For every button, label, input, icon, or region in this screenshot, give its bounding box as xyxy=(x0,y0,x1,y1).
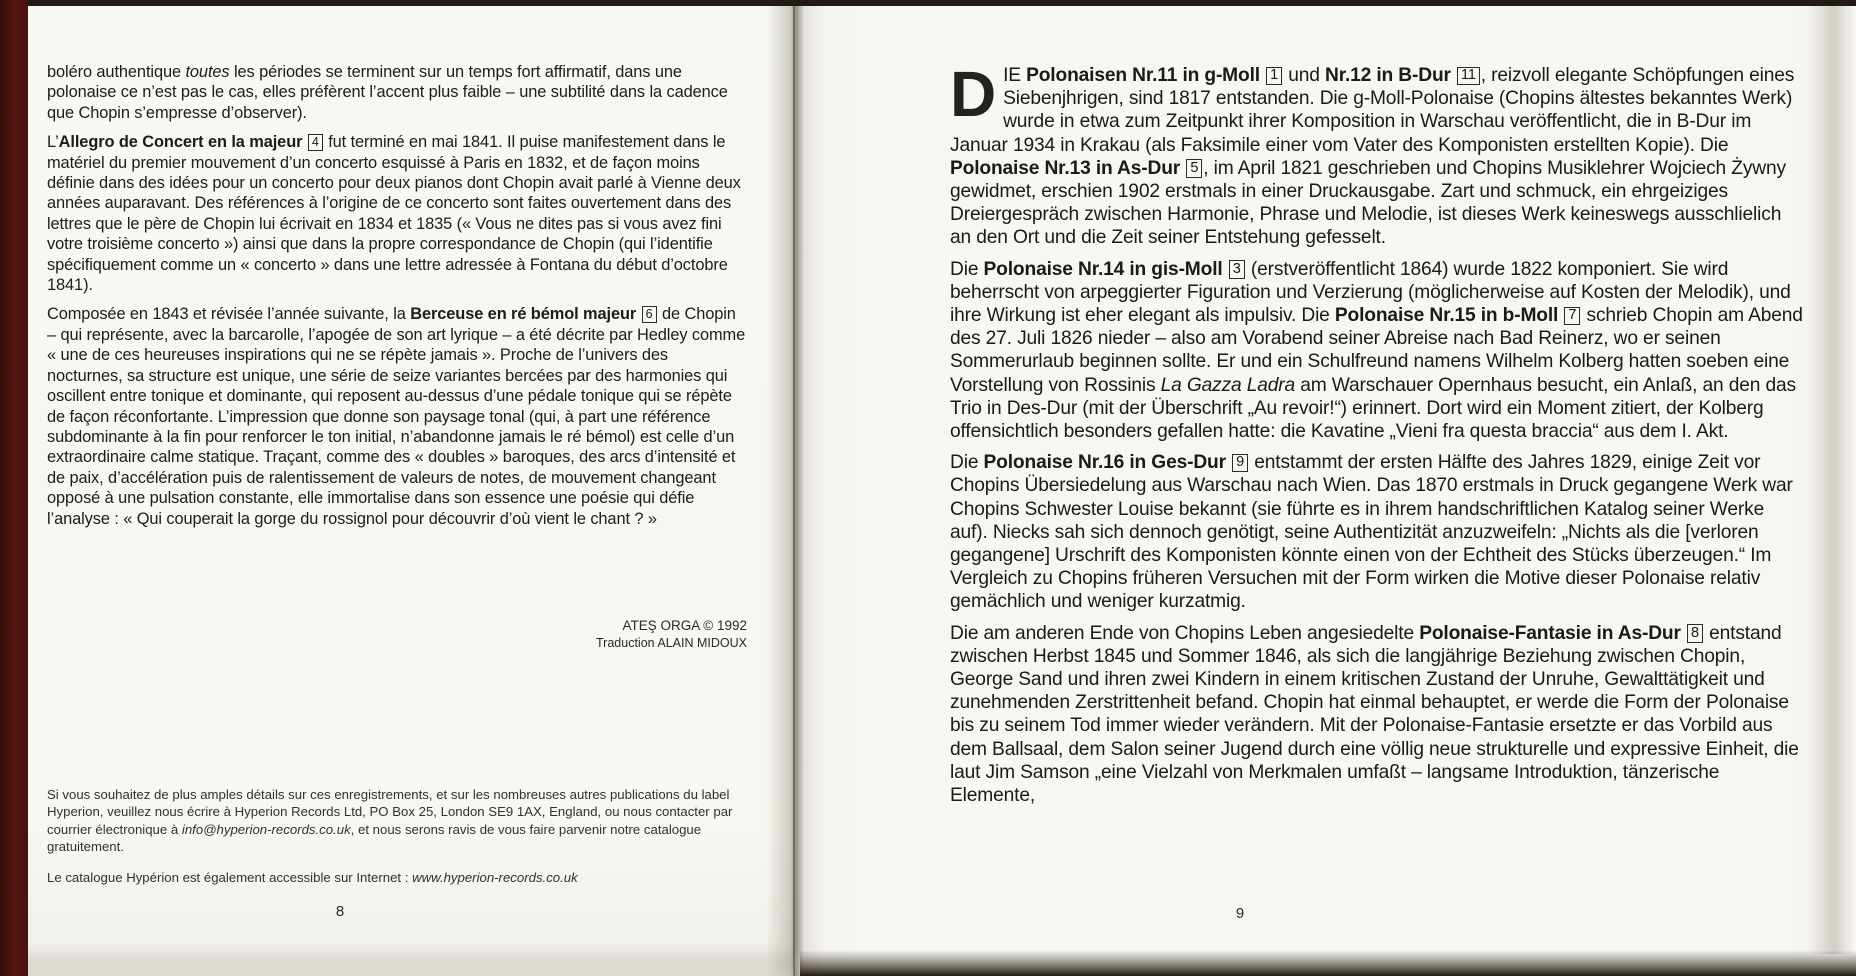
track-number-box: 5 xyxy=(1186,159,1202,178)
track-number-box: 6 xyxy=(642,306,657,323)
paragraph xyxy=(47,304,747,528)
italic-text-run: toutes xyxy=(185,63,230,81)
text-run xyxy=(1558,305,1563,326)
paragraph xyxy=(47,869,747,886)
text-run xyxy=(636,305,640,323)
italic-text-run: La Gazza Ladra xyxy=(1160,374,1296,396)
scan-top-edge xyxy=(0,0,1856,6)
text-run: les périodes se terminent sur un temps fort affirmatif, dans une polonaise ce n’est pas le cas, elles préfèrent l’accent plus faible – une subtilité dans la cadence que Chopin s’empresse d’observer). xyxy=(47,63,728,122)
text-run: entstammt der ersten Hälfte des Jahres 1829, einige Zeit vor Chopins Übersiedelung aus Warschau nach Wien. Das 1870 erstmals in Druck gegangene Werk war Chopins Schwester Louise bekannt (sie führte es in ihrem handschriftlichen Katalog seiner Werke auf). Niecks sah sich dennoch genötigt, seine Authentizität anzuzweifeln: „Nichts als die [verloren gegangene] Urschrift des Komponisten könnte einen von der Echtheit des Stücks überzeugen.“ Im Vergleich zu Chopins früheren Versuchen mit der Form wirken die Motive dieser Polonaise relativ gemächlich und weniger kurzatmig. xyxy=(950,452,1793,613)
text-run: L’ xyxy=(47,133,59,152)
text-run: Die xyxy=(950,452,984,474)
text-run xyxy=(1451,65,1456,86)
text-run xyxy=(1681,623,1686,644)
bold-text-run: Polonaise Nr.14 in gis-Moll xyxy=(983,258,1223,280)
track-number-box: 3 xyxy=(1229,260,1245,279)
paragraph xyxy=(47,62,747,123)
text-run: am Warschauer Opernhaus besucht, ein Anlaß, an den das Trio in Des-Dur (mit der Überschrift „Au revoir!“) erinnert. Dort wird ein Moment zitiert, der Kolberg offensichtlich besonders gefallen hatte: die Kavatine „Vieni fra questa braccia“ aus dem I. Akt. xyxy=(950,374,1796,443)
text-run: , im April 1821 geschrieben und Chopins Musiklehrer Wojciech Żywny gewidmet, erschien 1902 erstmals in einer Druckausgabe. Zart und schmuck, ein ehrgeiziges Dreiergespräch zwischen Harmonie, Phrase und Melodie, ist dieses Werk keineswegs ausschlielich an den Ort und die Zeit seiner Entstehung gefesselt. xyxy=(950,157,1786,249)
text-run xyxy=(1180,158,1185,179)
bold-text-run: Berceuse en ré bémol majeur xyxy=(410,305,637,324)
track-number-box: 4 xyxy=(308,134,323,151)
gutter-shadow xyxy=(766,6,824,976)
track-number-box: 9 xyxy=(1232,454,1248,473)
scan-bottom-shadow-left xyxy=(28,942,794,976)
right-text-column xyxy=(950,58,1804,807)
credits-translator: Traduction ALAIN MIDOUX xyxy=(596,636,747,650)
text-run: (erstveröffentlicht 1864) wurde 1822 komponiert. Sie wird beherrscht von arpeggierter Figuration und Verzierung (möglicherweise auf Kosten der Melodik), und ihre Wirkung ist eher elegant als impulsiv. Die xyxy=(950,258,1791,327)
text-run: entstand zwischen Herbst 1845 und Sommer 1846, als sich die langjährige Beziehung zwischen Chopin, George Sand und ihren zwei Kindern in einem kritischen Zustand der Unruhe, Gewalttätigkeit und zunehmenden Zerstrittenheit befand. Chopin hat einmal behauptet, er werde die Form der Polonaise bis zu seinem Tod immer wieder verändern. Mit der Polonaise-Fantasie ersetzte er das Vorbild aus dem Ballsaal, dem Salon seiner Jugend durch eine völlig neue strukturelle und expressive Einheit, die laut Jim Samson „eine Vielzahl von Merkmalen umfaßt – langsame Introduktion, tänzerische Elemente, xyxy=(950,622,1799,807)
text-run: und xyxy=(1283,65,1325,86)
page-number-right: 9 xyxy=(1235,905,1245,922)
text-run: , et nous serons ravis de vous faire parvenir notre catalogue gratuitement. xyxy=(47,821,702,855)
text-run xyxy=(1226,452,1231,473)
paragraph xyxy=(950,622,1804,808)
paragraph xyxy=(47,132,747,295)
text-run xyxy=(302,133,306,151)
bold-text-run: Polonaise Nr.13 in As-Dur xyxy=(950,157,1181,179)
italic-text-run: info@hyperion-records.co.uk xyxy=(181,821,351,837)
paragraph xyxy=(47,786,747,856)
track-number-box: 1 xyxy=(1266,67,1282,86)
bold-text-run: Polonaisen Nr.11 in g-Moll xyxy=(1026,65,1260,86)
text-run: schrieb Chopin am Abend des 27. Juli 1826 nieder – also am Vorabend seiner Abreise nach Bad Reinerz, wo er seinen Sommerurlaub beginnen sollte. Er und ein Schulfreund namens Wilhelm Kolberg hatten soeben eine Vorstellung von Rossinis xyxy=(950,305,1803,396)
text-run: Die am anderen Ende von Chopins Leben angesiedelte xyxy=(950,622,1420,644)
text-run: de Chopin – qui représente, avec la barcarolle, l’apogée de son art lyrique – a été décrite par Hedley comme « une de ces heureuses inspirations qui ne se répète jamais ». Proche de l’univers des nocturnes, sa structure est unique, une série de seize variantes bercées par des harmonies qui oscillent entre tonique et dominante, qui reposent au-dessus d’une pédale tonique qui se répète de façon réconfortante. L’impression que donne son paysage tonal (qui, à part une référence subdominante à la fin pour renforcer le ton initial, n’abandonne jamais le ré bémol) est celle d’un extraordinaire calme statique. Traçant, comme des « doubles » baroques, des arcs d’intensité et de paix, d’accélération puis de ralentissement de valeurs de notes, de mouvement changeant opposé à une pulsation constante, elle immortalise dans son essence une poésie qui défie l’analyse : « Qui couperait la gorge du rossignol pour découvrir d’où vient le chant ? » xyxy=(47,305,746,528)
bold-text-run: Nr.12 in B-Dur xyxy=(1325,65,1451,86)
bold-text-run: Polonaise Nr.16 in Ges-Dur xyxy=(983,452,1226,474)
text-run: fut terminé en mai 1841. Il puise manifestement dans le matériel du premier mouvement d’un concerto esquissé à Paris en 1832, et de façon moins définie dans des idées pour un concerto pour deux pianos dont Chopin avait parlé à Vienne deux années auparavant. Des références à l’origine de ce concerto sont faites ouvertement dans des lettres que le père de Chopin lui écrivait en 1834 et 1835 (« Vous ne dites pas si vous avez fini votre troisième concerto ») ainsi que dans la propre correspondance de Chopin (qui l’identifie spécifiquement comme un « concerto » dans une lettre adressée à Fontana du début d’octobre 1841). xyxy=(47,133,741,295)
paragraph xyxy=(950,58,1804,250)
text-run xyxy=(1260,65,1265,86)
bold-text-run: Polonaise-Fantasie in As-Dur xyxy=(1419,622,1681,644)
text-run: Composée en 1843 et révisée l’année suivante, la xyxy=(47,305,411,324)
track-number-box: 11 xyxy=(1457,67,1480,86)
left-text-column xyxy=(47,62,747,529)
text-run: , reizvoll elegante Schöpfungen eines Siebenjhrigen, sind 1817 entstanden. Die g-Moll-Polonaise (Chopins ältestes bekanntes Werk) wurde in etwa zum Zeitpunkt ihrer Komposition in Warschau veröffentlicht, die in B-Dur im Januar 1934 in Krakau (als Faksimile einer vom Vater des Komponisten erstellten Kopie). Die xyxy=(950,65,1795,156)
booklet-spine xyxy=(0,0,28,976)
track-number-box: 7 xyxy=(1564,307,1580,326)
bold-text-run: Allegro de Concert en la majeur xyxy=(58,133,303,152)
credits-block xyxy=(447,617,747,651)
bold-text-run: Polonaise Nr.15 in b-Moll xyxy=(1334,305,1559,327)
paragraph xyxy=(950,451,1804,613)
text-run: boléro authentique xyxy=(47,63,186,81)
hyperion-contact-footer xyxy=(47,786,747,886)
text-run: IE xyxy=(1003,65,1027,86)
drop-cap: D xyxy=(950,58,997,130)
text-run: Si vous souhaitez de plus amples détails sur ces enregistrements, et sur les nombreuses autres publications du label Hyperion, veuillez nous écrire à Hyperion Records Ltd, PO Box 25, London SE9 1AX, England, ou nous contacter par courrier électronique à xyxy=(47,787,733,837)
paragraph xyxy=(950,258,1804,444)
scan-bottom-shadow-right xyxy=(800,950,1856,976)
text-run: Die xyxy=(950,258,984,280)
italic-text-run: www.hyperion-records.co.uk xyxy=(412,869,578,885)
page-number-left: 8 xyxy=(335,903,345,920)
credits-author: ATEŞ ORGA © 1992 xyxy=(622,618,747,633)
text-run: Le catalogue Hypérion est également accessible sur Internet : xyxy=(47,869,413,885)
track-number-box: 8 xyxy=(1687,624,1703,643)
gutter-fold-line xyxy=(793,6,795,976)
text-run xyxy=(1223,259,1228,280)
page-right-edge-shadow xyxy=(1808,6,1856,954)
